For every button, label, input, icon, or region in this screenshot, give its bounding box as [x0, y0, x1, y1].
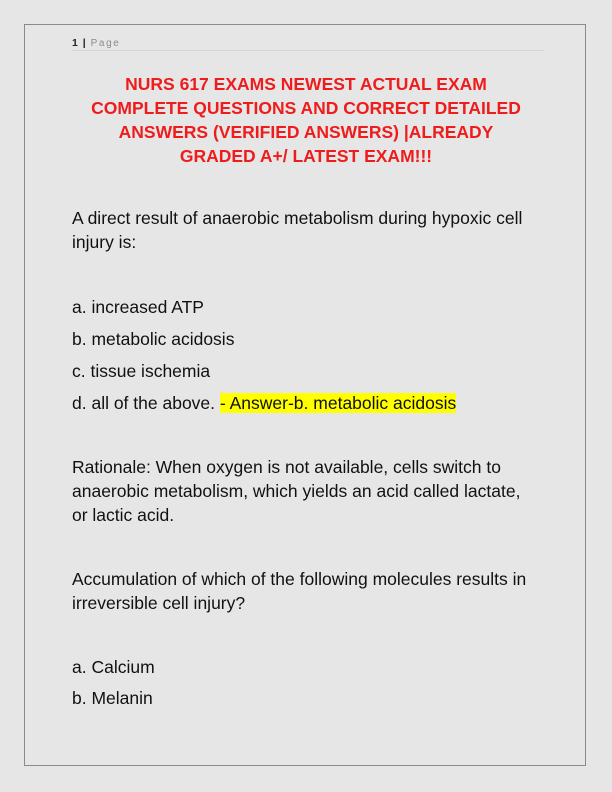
document-title: [72, 72, 540, 168]
question-1-option-c: c. tissue ischemia: [72, 361, 211, 381]
question-1-option-b: b. metabolic acidosis: [72, 329, 235, 349]
question-1-option-d: d. all of the above.: [72, 393, 216, 413]
question-1-rationale-line-1: Rationale: When oxygen is not available, cells switch to: [72, 457, 501, 477]
question-2-stem-line-1: Accumulation of which of the following molecules results in: [72, 569, 527, 589]
page-header-separator: |: [82, 37, 86, 49]
page-number: 1: [72, 37, 78, 49]
page-label: Page: [90, 38, 121, 49]
question-2-option-a: a. Calcium: [72, 657, 155, 677]
question-1-option-d-row: [72, 391, 456, 415]
title-line: COMPLETE QUESTIONS AND CORRECT DETAILED: [91, 98, 521, 118]
question-2-stem-line-2: irreversible cell injury?: [72, 593, 246, 613]
page-header: [72, 36, 544, 51]
question-1-answer: - Answer-b. metabolic acidosis: [219, 393, 457, 413]
title-line: NURS 617 EXAMS NEWEST ACTUAL EXAM: [125, 74, 487, 94]
question-1-rationale-line-3: or lactic acid.: [72, 505, 175, 525]
question-1-stem-line-2: injury is:: [72, 232, 137, 252]
question-1-option-a: a. increased ATP: [72, 297, 204, 317]
question-1-stem-line-1: A direct result of anaerobic metabolism during hypoxic cell: [72, 208, 523, 228]
question-2-option-b: b. Melanin: [72, 688, 153, 708]
question-1-rationale-line-2: anaerobic metabolism, which yields an acid called lactate,: [72, 481, 521, 501]
title-line: GRADED A+/ LATEST EXAM!!!: [179, 146, 433, 166]
title-line: ANSWERS (VERIFIED ANSWERS) |ALREADY: [118, 122, 494, 142]
